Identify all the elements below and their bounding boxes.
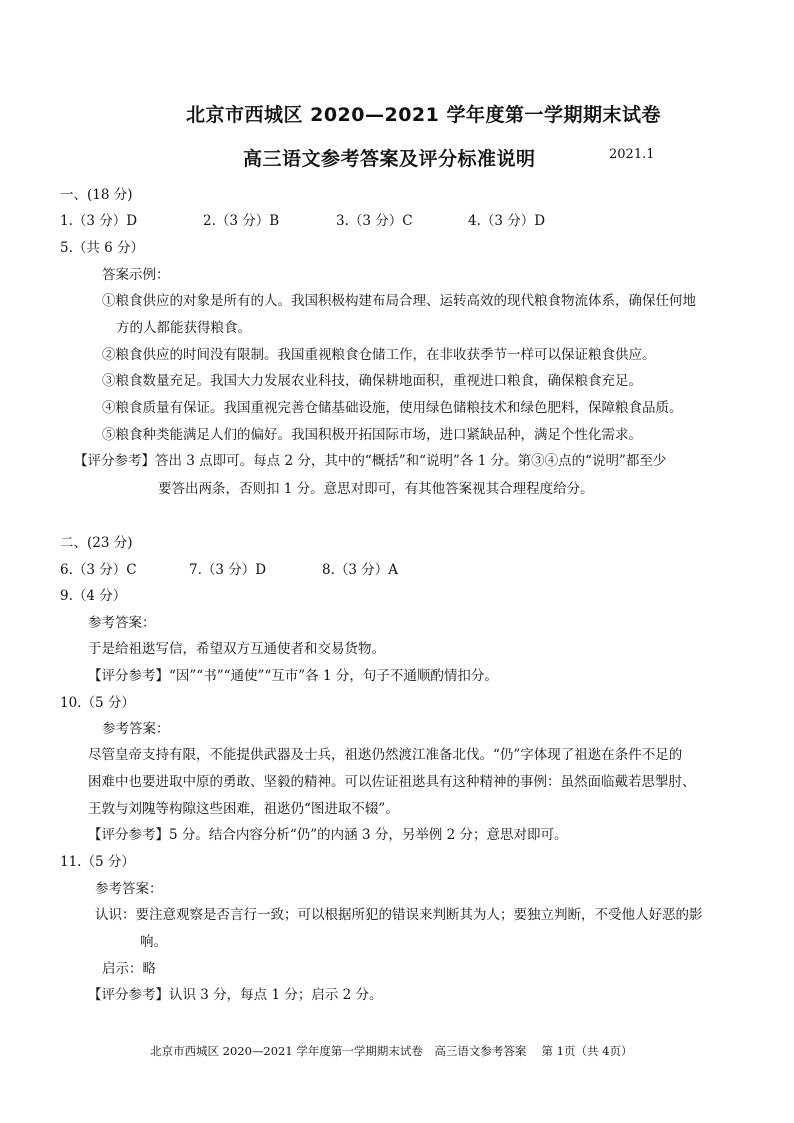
answer-paragraph: ③粮食数量充足。我国大力发展农业科技，确保耕地面积，重视进口粮食，确保粮食充足。 xyxy=(102,373,642,389)
exam-title: 北京市西城区 2020—2021 学年度第一学期期末试卷 xyxy=(186,104,661,126)
reference-label: 参考答案： xyxy=(95,881,163,897)
scoring-note: 要答出两条，否则扣 1 分。意思对即可，有其他答案视其合理程度给分。 xyxy=(158,481,594,497)
answer-paragraph: 响。 xyxy=(140,934,167,950)
scoring-note: 【评分参考】认识 3 分，每点 1 分；启示 2 分。 xyxy=(88,987,383,1003)
answer-q1: 1.（3 分）D xyxy=(60,213,138,229)
question-heading: 9.（4 分） xyxy=(60,588,127,604)
answer-paragraph: ①粮食供应的对象是所有的人。我国积极构建布局合理、运转高效的现代粮食物流体系，确保任何地 xyxy=(102,293,696,309)
exam-date: 2021.1 xyxy=(609,147,655,162)
answer-paragraph: 认识：要注意观察是否言行一致；可以根据所犯的错误来判断其为人；要独立判断，不受他人好恶的影 xyxy=(95,907,703,923)
answer-paragraph: 方的人都能获得粮食。 xyxy=(116,320,251,336)
question-heading: 10.（5 分） xyxy=(60,695,135,711)
answer-paragraph: 启示：略 xyxy=(102,961,156,977)
section-heading: 二、(23 分) xyxy=(60,535,133,551)
answer-q4: 4.（3 分）D xyxy=(468,213,546,229)
answer-paragraph: ②粮食供应的时间没有限制。我国重视粮食仓储工作，在非收获季节一样可以保证粮食供应。 xyxy=(102,347,656,363)
answer-paragraph: 于是给祖逖写信，希望双方互通使者和交易货物。 xyxy=(88,641,385,657)
sample-label: 答案示例： xyxy=(102,267,170,283)
scoring-note: 【评分参考】“因”“书”“通使”“互市”各 1 分，句子不通顺酌情扣分。 xyxy=(88,668,498,684)
reference-label: 参考答案： xyxy=(88,615,156,631)
answer-q6: 6.（3 分）C xyxy=(60,562,137,578)
scoring-note: 【评分参考】5 分。结合内容分析“仍”的内涵 3 分，另举例 2 分；意思对即可。 xyxy=(88,827,568,843)
page-footer: 北京市西城区 2020—2021 学年度第一学期期末试卷 高三语文参考答案 第 1页（共 4页） xyxy=(150,1044,633,1058)
answer-paragraph: 王敦与刘隗等构隙这些困难，祖逖仍“图进取不辍”。 xyxy=(88,801,399,817)
section-heading: 一、(18 分) xyxy=(60,187,133,203)
exam-subtitle: 高三语文参考答案及评分标准说明 xyxy=(243,148,536,170)
question-heading: 11.（5 分） xyxy=(60,854,135,870)
scoring-note: 【评分参考】答出 3 点即可。每点 2 分，其中的“概括”和“说明”各 1 分。第③④点的“说明”都至少 xyxy=(74,453,667,469)
reference-label: 参考答案： xyxy=(102,721,170,737)
answer-q3: 3.（3 分）C xyxy=(336,213,413,229)
question-heading: 5.（共 6 分） xyxy=(60,240,145,256)
answer-q7: 7.（3 分）D xyxy=(189,562,267,578)
answer-paragraph: 尽管皇帝支持有限，不能提供武器及士兵，祖逖仍然渡江准备北伐。“仍”字体现了祖逖在条件不足的 xyxy=(88,747,683,763)
answer-paragraph: ⑤粮食种类能满足人们的偏好。我国积极开拓国际市场，进口紧缺品种，满足个性化需求。 xyxy=(102,427,642,443)
answer-paragraph: 困难中也要进取中原的勇敢、坚毅的精神。可以佐证祖逖具有这种精神的事例：虽然面临戴若思掣肘、 xyxy=(88,774,696,790)
answer-q2: 2.（3 分）B xyxy=(203,213,280,229)
answer-paragraph: ④粮食质量有保证。我国重视完善仓储基础设施，使用绿色储粮技术和绿色肥料，保障粮食品质。 xyxy=(102,400,683,416)
answer-q8: 8.（3 分）A xyxy=(322,562,399,578)
